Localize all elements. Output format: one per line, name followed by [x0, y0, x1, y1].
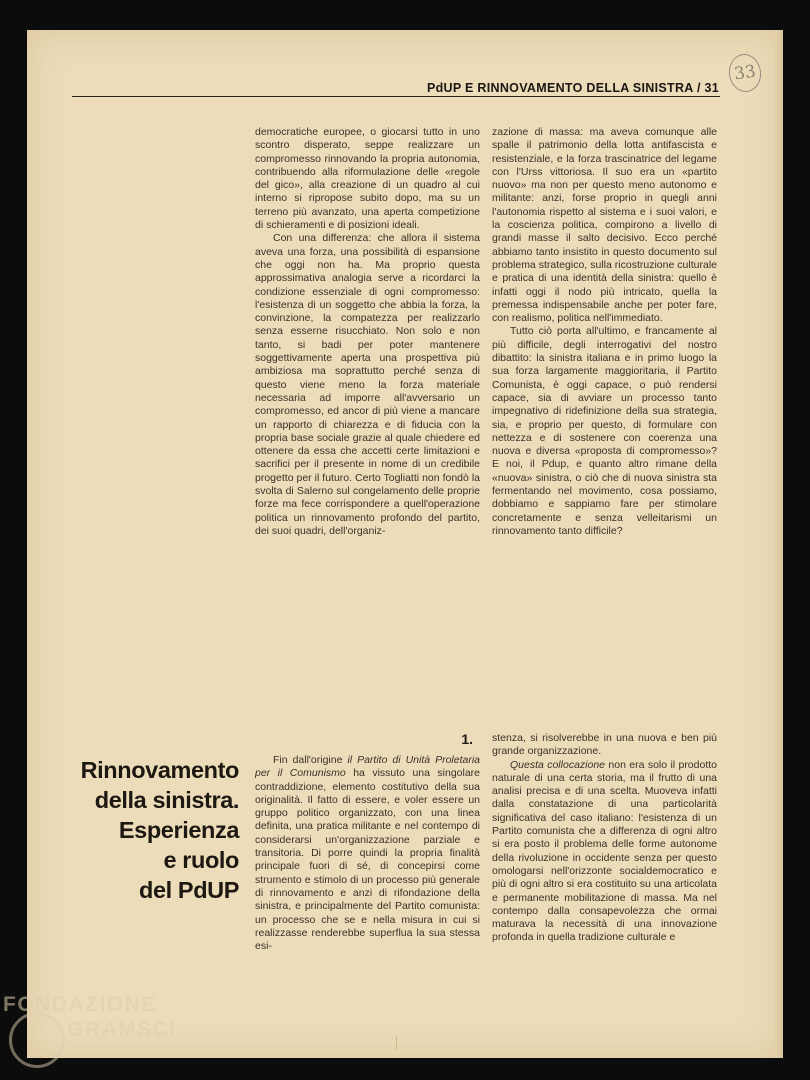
paragraph-body: ha vissuto una singolare contraddizione, elemento costitutivo della sua originalità. Il fatto di essere, e voler essere un gruppo politico organizzato, con una linea definita, una pratica militante e nel contempo di considerarsi un'organizzazione parziale e transitoria. Di porre quindi la propria finalità principale fuori di sé, di concepirsi come strumento e stimolo di un processo più generale di rinnovamento e anzi di rifondazione della sinistra, e principalmente del Partito comunista: un processo che se e nella misura in cui si realizzasse renderebbe superflua la sua stessa esi- — [255, 767, 481, 953]
party-name-italic: il Partito di Unità Proletaria per il Comunismo — [255, 754, 481, 780]
document-page — [3, 30, 783, 1058]
italic-lead: Questa collocazione — [510, 758, 606, 771]
watermark-line: FONDAZIONE — [3, 993, 157, 1016]
running-header: PdUP E RINNOVAMENTO DELLA SINISTRA / 31 — [426, 81, 719, 95]
paragraph — [492, 759, 717, 945]
paragraph: democratiche europee, o giocarsi tutto in uno scontro disperato, seppe realizzare un compromesso rinnovando la propria autonomia, contribuendo alla riformulazione delle «regole del gico», alla creazione di un quadro al cui interno si ripropose subito dopo, ma su un terreno più avanzato, una aperta competizione di schieramenti e di posizioni ideali. — [255, 126, 480, 232]
watermark-g-icon — [9, 1012, 65, 1068]
upper-left-column — [255, 126, 480, 538]
watermark-line: GRAMSCI — [67, 1018, 177, 1041]
paragraph-body: non era solo il prodotto naturale di una certa storia, ma il frutto di una analisi precisa e di una scelta. Muoveva infatti dalla constatazione di una particolarità significativa del caso italiano: l'esistenza di un Partito comunista che a differenza di ogni altro si era posto il problema delle forme autonome della rivoluzione in occidente senza per questo omologarsi nell'orizzonte socialdemocratico e più di ogni altro si era costituito su una articolata e permanente mobilitazione di massa. Ma nel contempo dalla consapevolezza che ormai maturava la necessità di una innovazione profonda in quella tradizione culturale e — [492, 758, 718, 944]
header-rule — [72, 96, 720, 97]
section-number: 1. — [461, 731, 473, 747]
paragraph: Con una differenza: che allora il sistema aveva una forza, una possibilità di espansione che oggi non ha. Ma proprio questa approssimativa analogia serve a ricordarci la condizione essenziale di ogni compromesso: l'esistenza di un soggetto che abbia la forza, la convinzione, la compatezza per realizzarlo senza esserne risucchiato. Non solo e non tanto, si badi per poter mantenere soggettivamente aperta una prospettiva più ambiziosa ma soprattutto perché senza di questo viene meno la forza materiale necessaria ad imporre all'avversario un compromesso, ed ancor di più viene a mancare un rapporto di chiarezza e di fiducia con la propria base sociale grazie al quale chiedere ed ottenere da essa che accetti certe limitazioni e sacrifici per il presente in nome di un credibile progetto per il futuro. Certo Togliatti non fondò la svolta di Salerno sul congelamento delle proprie forze ma fece corrispondere a quell'operazione politica un rinnovamento profondo del partito, dei suoi quadri, dell'organiz- — [255, 232, 480, 537]
upper-right-column — [492, 126, 717, 538]
paragraph: stenza, si risolverebbe in una nuova e ben più grande organizzazione. — [492, 732, 717, 758]
paragraph-intro: Fin dall'origine — [273, 754, 343, 766]
lower-right-column — [492, 732, 717, 945]
paragraph — [255, 754, 480, 953]
archive-watermark — [3, 992, 223, 1042]
section-title-line: della sinistra. — [94, 787, 239, 813]
section-title-line: Rinnovamento — [80, 757, 239, 783]
paragraph: zazione di massa: ma aveva comunque alle spalle il patrimonio della lotta antifascista e resistenziale, e la forza trascinatrice del legame con l'Urss vittoriosa. Il suo era un «partito nuovo» ma non per questo meno autonomo e militante: anzi, forse proprio in quegli anni l'autonomia rispetto al sistema e i suoi valori, e la coscienza politica, compirono a livello di grandi masse il salto decisivo. Ecco perché abbiamo tanto insistito in questo documento sul problema strategico, sulla ricostruzione culturale e pratica di una identità della sinistra: quello è infatti oggi il nodo più intricato, quella la premessa indispensabile anche per poter fare, con realismo, politica nell'immediato. — [492, 126, 717, 325]
lower-left-column — [255, 754, 480, 953]
section-title-line: e ruolo — [163, 847, 239, 873]
gutter-mark — [396, 1036, 397, 1050]
handwritten-page-number: 33 — [727, 52, 764, 94]
paragraph: Tutto ciò porta all'ultimo, e francamente al più difficile, degli interrogativi del nostro dibattito: la sinistra italiana e in primo luogo la sua forza largamente maggioritaria, il Partito Comunista, è oggi capace, o può rendersi capace, sia di avviare un processo tanto impegnativo di ridefinizione della sua strategia, sia, e proprio per questo, di formulare con nettezza e di sostenere con coerenza una nuova e diversa «proposta di compromesso»? E noi, il Pdup, e quanto altro rimane della «nuova» sinistra, o ciò che di nuova sinistra sta fermentando nel movimento, cosa possiamo, dobbiamo e sappiamo fare per stimolare concretamente e senza velleitarismi un rinnovamento tanto difficile? — [492, 325, 717, 537]
section-title — [49, 755, 239, 905]
page-fold-edge — [775, 30, 783, 1058]
section-title-line: Esperienza — [118, 817, 239, 843]
section-title-line: del PdUP — [139, 877, 239, 903]
